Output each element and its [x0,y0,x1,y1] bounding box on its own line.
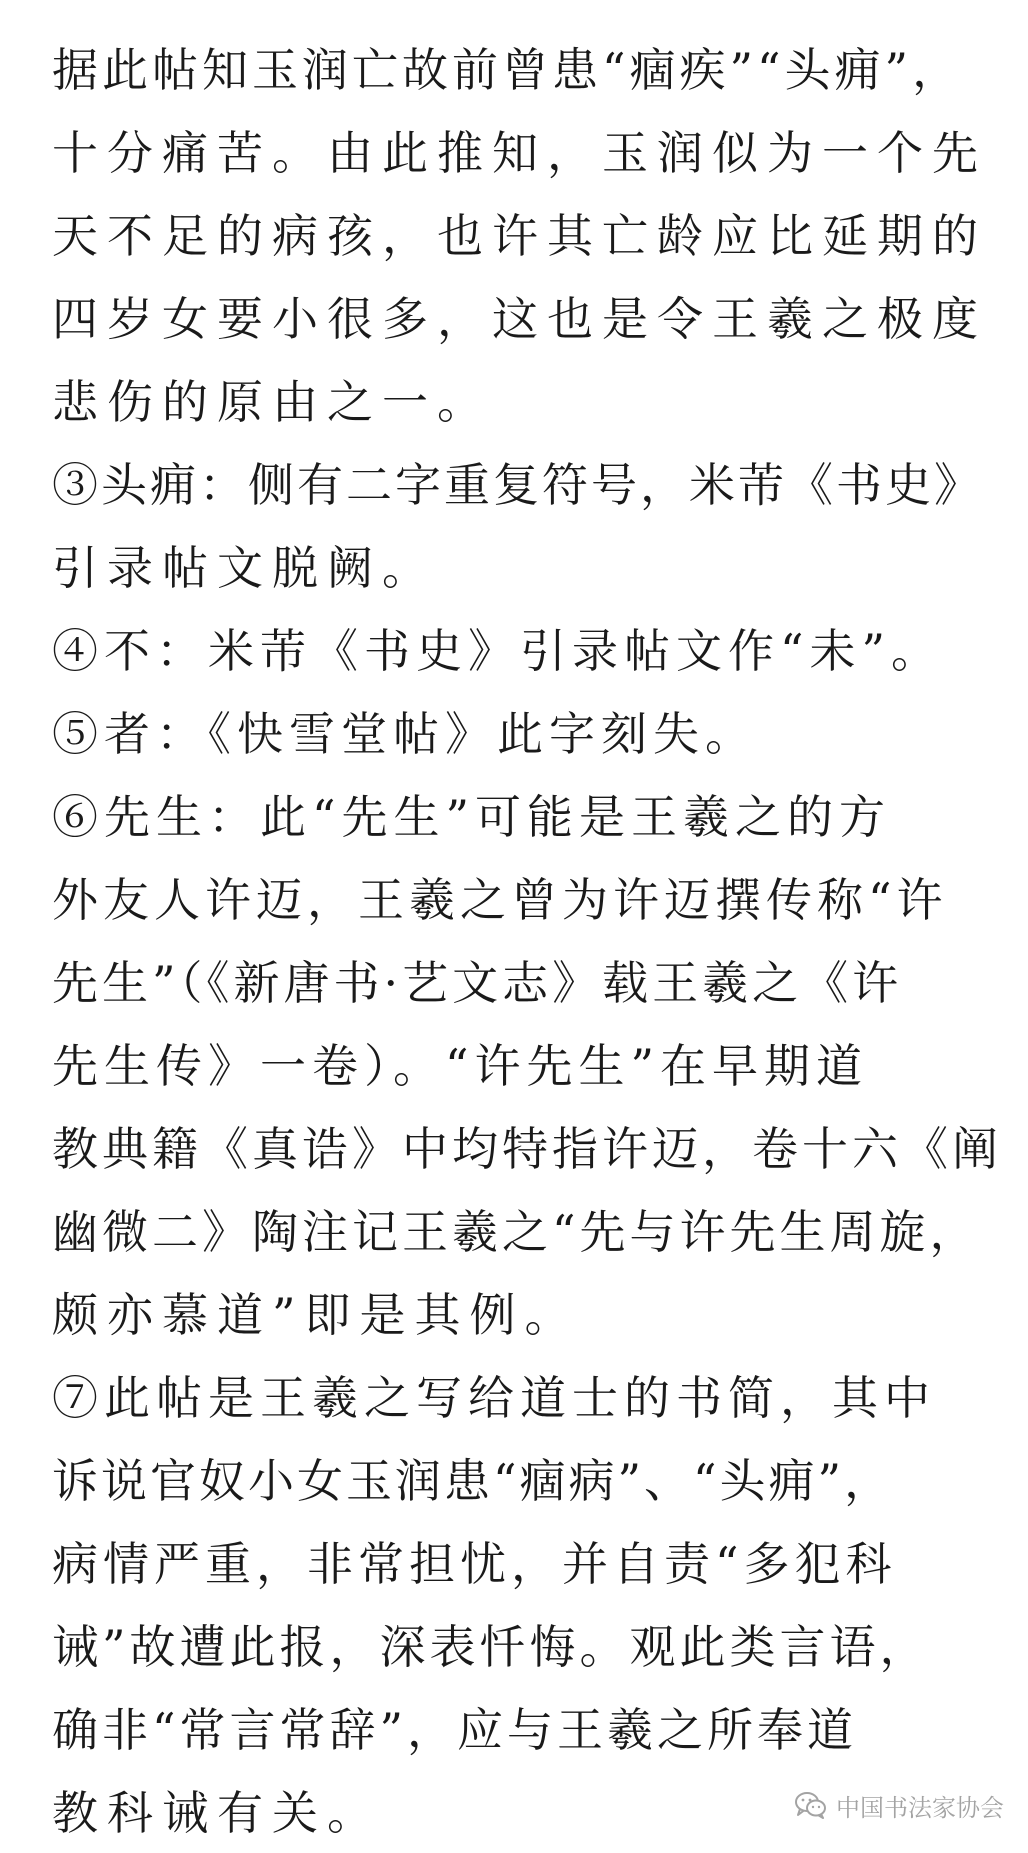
wechat-icon [794,1791,828,1819]
text-line: 诫”故遭此报，深表忏悔。观此类言语， [52,1620,930,1674]
footnote-3-line: ③头痈：侧有二字重复符号，米芾《书史》 [52,458,983,512]
text-line: 幽微二》陶注记王羲之“先与许先生周旋， [52,1205,980,1259]
text-line: 教典籍《真诰》中均特指许迈，卷十六《阐 [52,1122,1002,1176]
footnote-6-line: ⑥先生：此“先生”可能是王羲之的方 [52,790,892,844]
watermark-text: 中国书法家协会 [836,1793,1004,1822]
text-line: 悲伤的原由之一。 [52,375,492,429]
text-line: 据此帖知玉润亡故前曾患“痼疾”“头痈”， [52,43,963,97]
text-line: 确非“常言常辞”，应与王羲之所奉道 [52,1703,858,1757]
text-line: 教科诫有关。 [52,1786,382,1840]
footnote-5-line: ⑤者：《快雪堂帖》此字刻失。 [52,707,757,761]
footnote-4-line: ④不：米芾《书史》引录帖文作“未”。 [52,624,944,678]
text-line: 引录帖文脱阙。 [52,541,437,595]
text-line: 病情严重，非常担忧，并自责“多犯科 [52,1537,897,1591]
text-line: 天不足的病孩，也许其亡龄应比延期的 [52,209,987,263]
text-line: 先生传》一卷）。“许先生”在早期道 [52,1039,869,1093]
text-line: 外友人许迈，王羲之曾为许迈撰传称“许 [52,873,948,927]
text-line: 四岁女要小很多，这也是令王羲之极度 [52,292,987,346]
text-line: 十分痛苦。由此推知，玉润似为一个先 [52,126,987,180]
watermark [794,1785,1004,1825]
text-line: 颇亦慕道”即是其例。 [52,1288,580,1342]
text-line: 先生”（《新唐书·艺文志》载王羲之《许 [52,956,903,1010]
footnote-7-line: ⑦此帖是王羲之写给道士的书简，其中 [52,1371,936,1425]
text-line: 诉说官奴小女玉润患“痼病”、“头痈”， [52,1454,894,1508]
